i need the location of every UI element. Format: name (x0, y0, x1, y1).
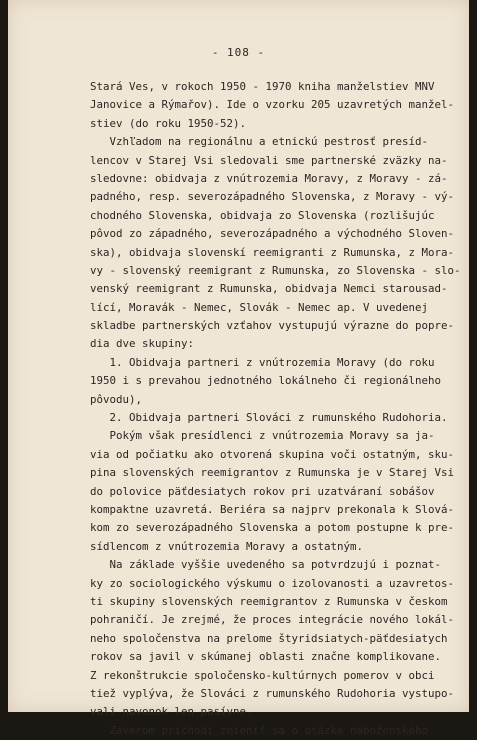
text-line: sledovne: obidvaja z vnútrozemia Moravy, z Moravy - zá- (90, 171, 448, 185)
text-line: pôvodu), (90, 392, 143, 406)
text-line: stiev (do roku 1950-52). (90, 116, 247, 130)
text-line: venský reemigrant z Rumunska, obidvaja Nemci starousad- (90, 282, 448, 296)
text-line: vali navonok len pasívne. (90, 705, 253, 719)
text-line: pôvod zo západného, severozápadného a východného Sloven- (90, 227, 455, 241)
text-line: chodného Slovenska, obidvaja zo Slovenska (rozlišujúc (90, 208, 435, 222)
text-line: pohraničí. Je zrejmé, že proces integrácie nového lokál- (90, 613, 455, 627)
text-line: lící, Moravák - Nemec, Slovák - Nemec ap. V uvedenej (90, 300, 429, 314)
text-line: pina slovenských reemigrantov z Rumunska je v Starej Vsi (90, 466, 455, 480)
text-line: lencov v Starej Vsi sledovali sme partnerské zväzky na- (90, 153, 448, 167)
text-line: ska), obidvaja slovenskí reemigranti z Rumunska, z Mora- (90, 245, 455, 259)
text-line: Na základe vyššie uvedeného sa potvrdzujú i poznat- (90, 558, 442, 572)
text-line: tiež vyplýva, že Slováci z rumunského Rudohoria vystupo- (90, 686, 455, 700)
text-line: Záverom prichodí zmieniť sa o otázke náboženského (90, 723, 429, 737)
text-line: Z rekonštrukcie spoločensko-kultúrnych pomerov v obci (90, 668, 435, 682)
text-line: Vzhľadom na regionálnu a etnickú pestrosť presíd- (90, 135, 429, 149)
text-line: rokov sa javil v skúmanej oblasti značne komplikovane. (90, 650, 442, 664)
text-line: Janovice a Rýmařov). Ide o vzorku 205 uzavretých manžel- (90, 98, 455, 112)
text-line: neho spoločenstva na prelome štyridsiatych-päťdesiatych (90, 631, 448, 645)
text-line: kom zo severozápadného Slovenska a potom postupne k pre- (90, 521, 455, 535)
document-page (8, 0, 469, 737)
text-line: skladbe partnerských vzťahov vystupujú výrazne do popre- (90, 319, 455, 333)
text-line: kompaktne uzavretá. Beriéra sa najprv prekonala k Slová- (90, 502, 455, 516)
text-line: Pokým však presídlenci z vnútrozemia Moravy sa ja- (90, 429, 435, 443)
text-line: dia dve skupiny: (90, 337, 195, 351)
text-line: do polovice päťdesiatych rokov pri uzatváraní sobášov (90, 484, 435, 498)
text-line: sídlencom z vnútrozemia Moravy a ostatným. (90, 539, 364, 553)
text-line: padného, resp. severozápadného Slovenska, z Moravy - vý- (90, 190, 455, 204)
text-line: ti skupiny slovenských reemigrantov z Rumunska v českom (90, 594, 448, 608)
body-text (90, 78, 461, 740)
text-line: 1. Obidvaja partneri z vnútrozemia Moravy (do roku (90, 355, 435, 369)
text-line: vy - slovenský reemigrant z Rumunska, zo Slovenska - slo- (90, 263, 461, 277)
text-line: 1950 i s prevahou jednotného lokálneho či regionálneho (90, 374, 442, 388)
text-line: Stará Ves, v rokoch 1950 - 1970 kniha manželstiev MNV (90, 80, 435, 93)
text-line: ky zo sociologického výskumu o izolovanosti a uzavretos- (90, 576, 455, 590)
page-number: - 108 - (211, 46, 266, 59)
text-line: 2. Obidvaja partneri Slováci z rumunského Rudohoria. (90, 411, 448, 425)
text-line: via od počiatku ako otvorená skupina voči ostatným, sku- (90, 447, 455, 461)
